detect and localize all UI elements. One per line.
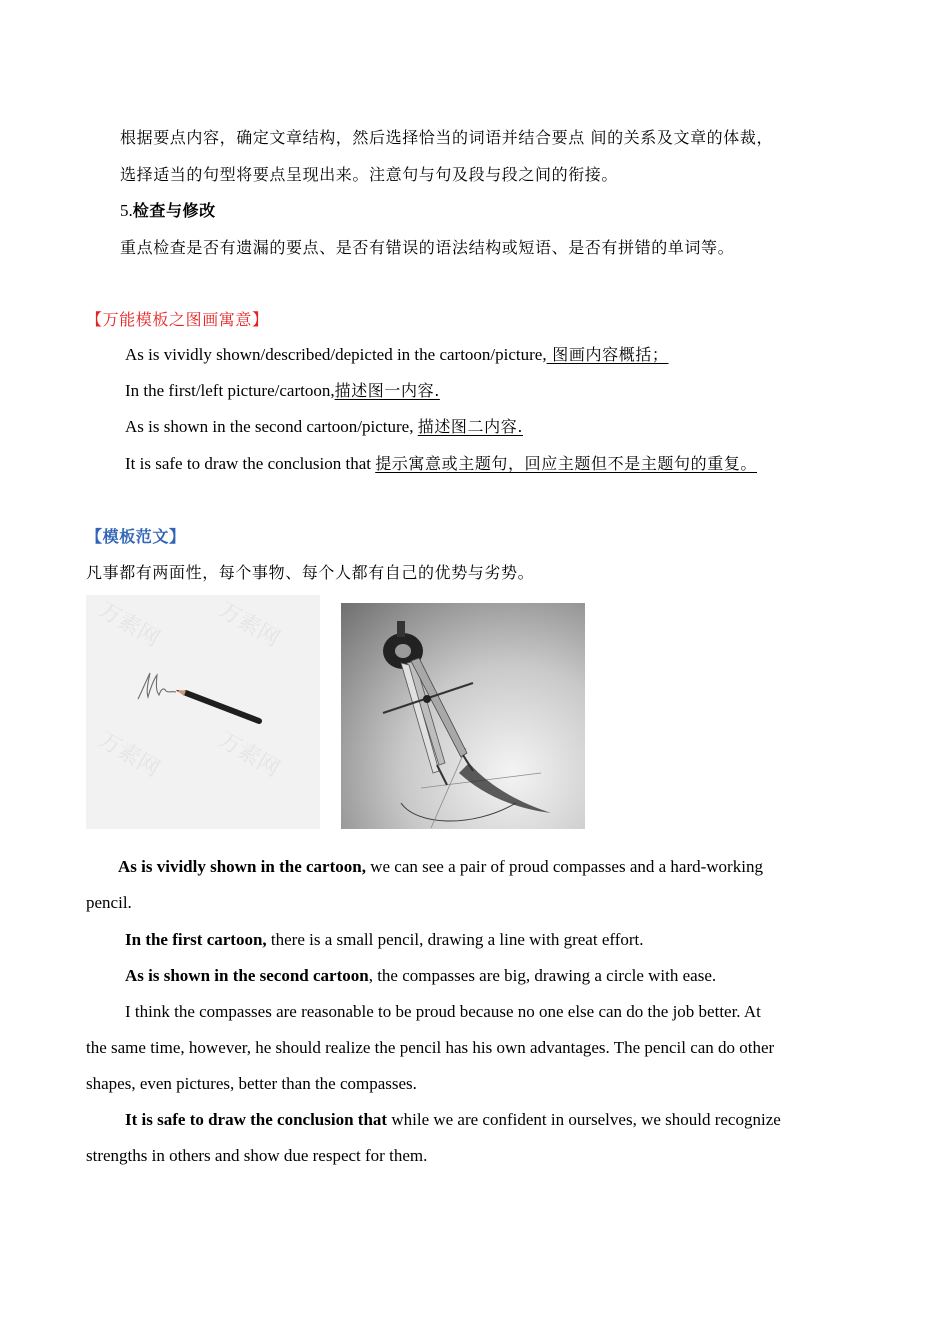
template-line-1-text: As is vividly shown/described/depicted in the cartoon/picture, bbox=[125, 345, 547, 364]
sample-paragraph-5-line-1 bbox=[125, 1108, 781, 1132]
step5-number: 5. bbox=[120, 201, 133, 220]
circle-arc bbox=[401, 803, 516, 821]
template-heading: 【万能模板之图画寓意】 bbox=[86, 310, 269, 329]
compasses-image bbox=[341, 603, 585, 829]
template-line-4-blank: 提示寓意或主题句，回应主题但不是主题句的重复。 bbox=[375, 454, 758, 473]
sample-p5-bold: It is safe to draw the conclusion that bbox=[125, 1110, 388, 1129]
sample-heading: 【模板范文】 bbox=[86, 527, 186, 546]
sample-p5-text: while we are confident in ourselves, we should recognize bbox=[387, 1110, 781, 1129]
compasses-shape bbox=[383, 621, 473, 785]
sample-intro: 凡事都有两面性，每个事物、每个人都有自己的优势与劣势。 bbox=[86, 563, 535, 582]
template-line-4-text: It is safe to draw the conclusion that bbox=[125, 454, 376, 473]
template-line-1-blank: 图画内容概括； bbox=[546, 345, 669, 364]
scribble-line bbox=[138, 673, 176, 699]
sample-paragraph-1-line-2: pencil. bbox=[86, 893, 132, 912]
watermark-3: 万素网 bbox=[93, 727, 164, 783]
template-line-4 bbox=[125, 452, 757, 476]
step4-text-line-1: 根据要点内容，确定文章结构，然后选择恰当的词语并结合要点 间的关系及文章的体裁， bbox=[120, 128, 774, 147]
sample-paragraph-3 bbox=[125, 964, 716, 988]
template-line-1 bbox=[125, 343, 669, 367]
sample-paragraph-2 bbox=[125, 928, 644, 952]
watermark-2: 万素网 bbox=[213, 597, 284, 653]
pencil-shape bbox=[176, 690, 259, 721]
sample-p2-text: there is a small pencil, drawing a line with great effort. bbox=[266, 930, 644, 949]
pencil-image bbox=[86, 595, 320, 829]
template-line-3 bbox=[125, 415, 523, 439]
sample-p3-bold: As is shown in the second cartoon bbox=[125, 966, 369, 985]
template-line-3-text: As is shown in the second cartoon/picture, bbox=[125, 417, 418, 436]
watermark-1: 万素网 bbox=[93, 597, 164, 653]
template-line-2-text: In the first/left picture/cartoon, bbox=[125, 381, 335, 400]
step5-title: 检查与修改 bbox=[132, 201, 216, 220]
sample-p2-bold: In the first cartoon, bbox=[125, 930, 267, 949]
template-line-2-blank: 描述图一内容. bbox=[334, 381, 440, 400]
step5-heading bbox=[120, 199, 216, 223]
watermark-4: 万素网 bbox=[213, 727, 284, 783]
sample-paragraph-4-line-1: I think the compasses are reasonable to be proud because no one else can do the job better. At bbox=[125, 1002, 761, 1021]
sample-p1-bold: As is vividly shown in the cartoon, bbox=[118, 857, 366, 876]
template-line-3-blank: 描述图二内容. bbox=[417, 417, 524, 436]
step5-text: 重点检查是否有遗漏的要点、是否有错误的语法结构或短语、是否有拼错的单词等。 bbox=[120, 238, 735, 257]
sample-p3-text: , the compasses are big, drawing a circle with ease. bbox=[368, 966, 717, 985]
sample-paragraph-1-line-1 bbox=[118, 855, 763, 879]
sample-paragraph-4-line-3: shapes, even pictures, better than the compasses. bbox=[86, 1074, 417, 1093]
sample-p1-text: we can see a pair of proud compasses and a hard-working bbox=[365, 857, 763, 876]
sample-paragraph-5-line-2: strengths in others and show due respect for them. bbox=[86, 1146, 428, 1165]
step4-text-line-2: 选择适当的句型将要点呈现出来。注意句与句及段与段之间的衔接。 bbox=[120, 165, 619, 184]
template-line-2 bbox=[125, 379, 440, 403]
sample-paragraph-4-line-2: the same time, however, he should realize the pencil has his own advantages. The pencil can do other bbox=[86, 1038, 775, 1057]
